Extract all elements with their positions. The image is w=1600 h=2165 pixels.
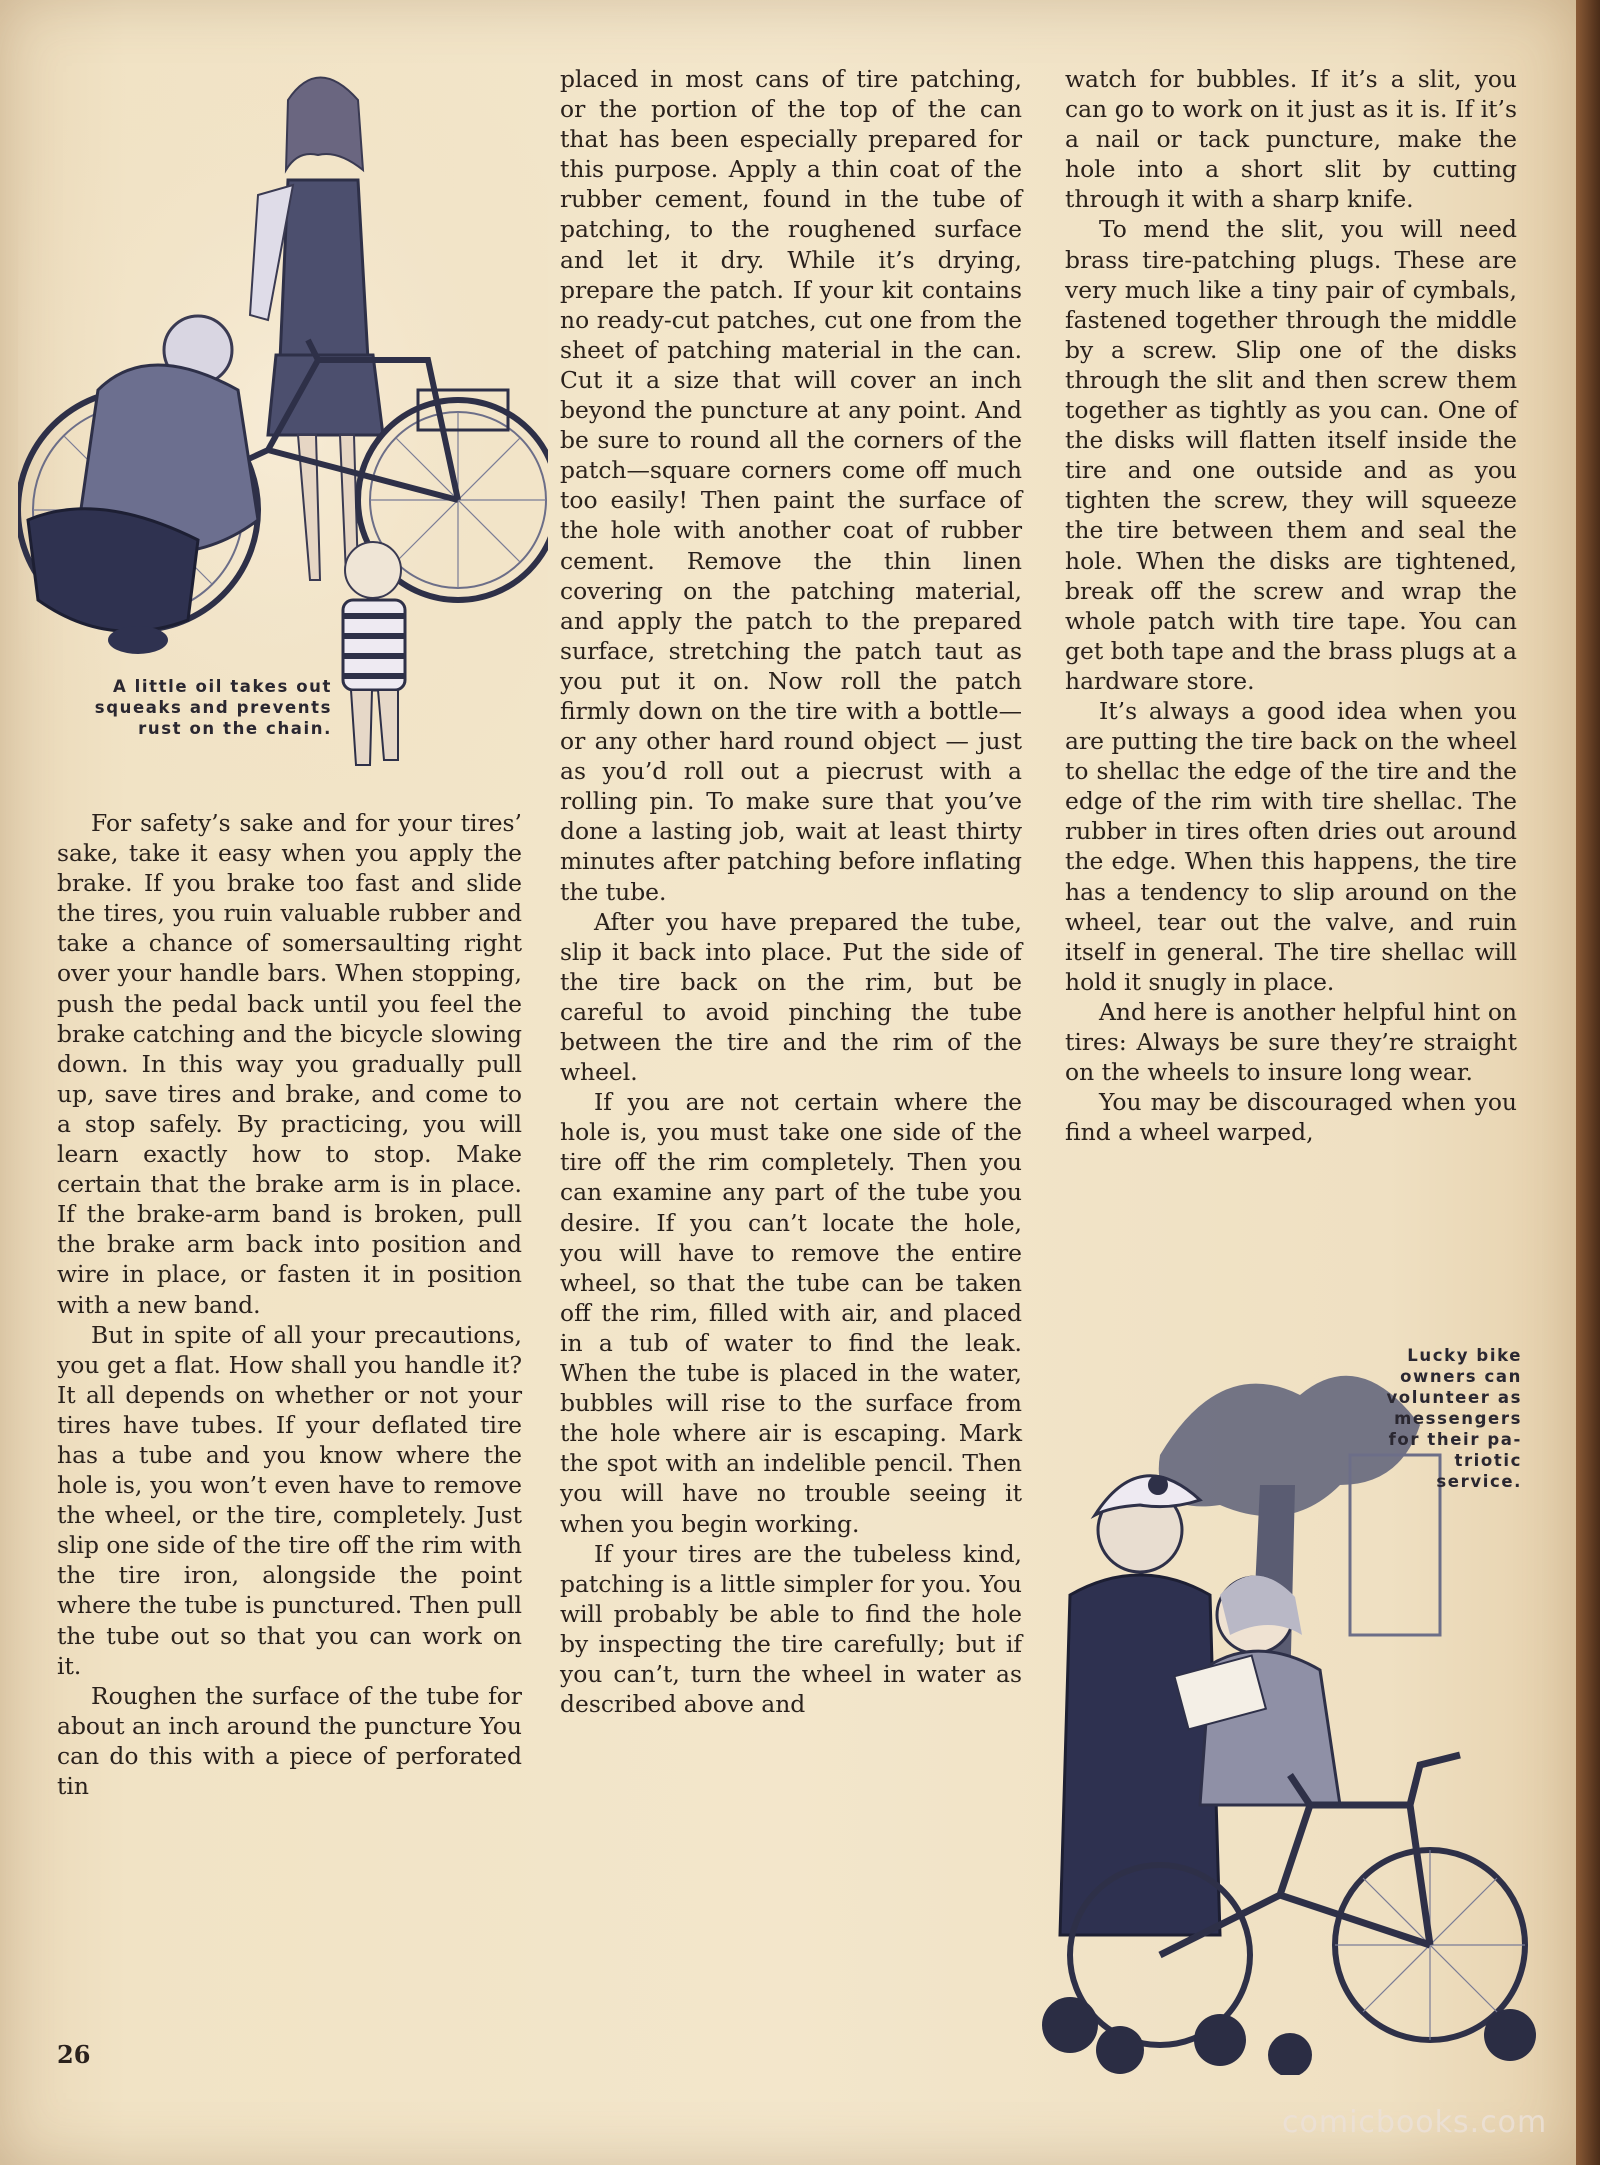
article-column-2 [560, 64, 1022, 1719]
paragraph: And here is another helpful hint on tires: Always be sure they’re straight on the wheels to insure long wear. [1065, 997, 1517, 1087]
paragraph: It’s always a good idea when you are putting the tire back on the wheel to shellac the edge of the tire and the edge of the rim with tire shellac. The rubber in tires often dries out around the edge. When this happens, the tire has a tendency to slip around on the wheel, tear out the valve, and ruin itself in general. The tire shellac will hold it snugly in place. [1065, 696, 1517, 996]
paragraph-continued: watch for bubbles. If it’s a slit, you can go to work on it just as it is. If it’s a nail or tack puncture, make the hole into a short slit by cutting through it with a sharp knife. [1065, 65, 1517, 214]
paragraph: If your tires are the tubeless kind, patching is a little simpler for you. You will probably be able to find the hole by inspecting the tire carefully; but if you can’t, turn the wheel in water as described above and [560, 1539, 1022, 1719]
page-number: 26 [57, 2040, 91, 2069]
paragraph: After you have prepared the tube, slip it back into place. Put the side of the tire back on the rim, but be careful to avoid pinching the tube between the tire and the rim of the wheel. [560, 907, 1022, 1087]
caption-line: triotic service. [1436, 1451, 1522, 1491]
caption-line: volunteer as [1386, 1388, 1522, 1407]
site-watermark: comicbooks.com [1282, 2105, 1548, 2140]
paragraph: For safety’s sake and for your tires’ sake, take it easy when you apply the brake. If you brake too fast and slide the tires, you ruin valuable rubber and take a chance of somersaulting right over your handle bars. When stopping, push the pedal back until you feel the brake catching and the bicycle slowing down. In this way you gradually pull up, save tires and brake, and come to a stop safely. By practicing, you will learn exactly how to stop. Make certain that the brake arm is in place. If the brake-arm band is broken, pull the brake arm back into position and wire in place, or fasten it in position with a new band. [57, 809, 522, 1319]
article-column-1 [57, 808, 522, 1801]
caption-line: rust on the chain. [138, 719, 332, 738]
bicycle-repair-drawing [18, 60, 548, 780]
caption-line: squeaks and prevents [94, 698, 332, 717]
paragraph: You may be discouraged when you find a wheel warped, [1065, 1088, 1517, 1147]
paragraph: To mend the slit, you will need brass tire-patching plugs. These are very much like a tiny pair of cymbals, fastened together through the middle by a screw. Slip one of the disks through the slit and then screw them together as tightly as you can. One of the disks will flatten itself inside the tire and one outside and as you tighten the screw, they will squeeze the tire between them and seal the hole. When the disks are tightened, break off the screw and wrap the whole patch with tire tape. You can get both tape and the brass plugs at a hardware store. [1065, 215, 1517, 695]
caption-oil-chain [72, 676, 332, 739]
caption-line: A little oil takes out [112, 677, 332, 696]
article-column-3 [1065, 64, 1517, 1147]
caption-line: Lucky bike [1407, 1346, 1522, 1365]
caption-line: messengers [1394, 1409, 1522, 1428]
binding-edge [1576, 0, 1600, 2165]
paragraph: Roughen the surface of the tube for about an inch around the puncture You can do this with a piece of perforated tin [57, 1681, 522, 1800]
caption-line: for their pa- [1388, 1430, 1522, 1449]
paragraph: If you are not certain where the hole is, you must take one side of the tire off the rim completely. Then you can examine any part of the tube you desire. If you can’t locate the hole, you will have to remove the entire wheel, so that the tube can be taken off the rim, filled with air, and placed in a tub of water to find the leak. When the tube is placed in the water, bubbles will rise to the surface from the hole where air is escaping. Mark the spot with an indelible pencil. Then you will have no trouble seeing it when you begin working. [560, 1088, 1022, 1538]
paragraph: But in spite of all your precautions, you get a flat. How shall you handle it? It all depends on whether or not your tires have tubes. If your deflated tire has a tube and you know where the hole is, you won’t even have to remove the wheel, or the tire, completely. Just slip one side of the tire off the rim with the tire iron, alongside the point where the tube is punctured. Then pull the tube out so that you can work on it. [57, 1320, 522, 1680]
paragraph-continued: placed in most cans of tire patching, or the portion of the top of the can that has been especially prepared for this purpose. Apply a thin coat of the rubber cement, found in the tube of patching, to the roughened surface and let it dry. While it’s drying, prepare the patch. If your kit contains no ready-cut patches, cut one from the sheet of patching material in the can. Cut it a size that will cover an inch beyond the puncture at any point. And be sure to round all the corners of the patch—square corners come off much too easily! Then paint the surface of the hole with another coat of rubber cement. Remove the thin linen covering on the patching material, and apply the patch to the prepared surface, stretching the patch taut as you put it on. Now roll the patch firmly down on the tire with a bottle—or any other hard round object — just as you’d roll out a piecrust with a rolling pin. To make sure that you’ve done a lasting job, wait at least thirty minutes after patching before inflating the tube. [560, 65, 1022, 906]
illustration-oiling-bicycle-chain [18, 60, 548, 780]
caption-bike-messengers [1362, 1345, 1522, 1492]
caption-line: owners can [1400, 1367, 1522, 1386]
